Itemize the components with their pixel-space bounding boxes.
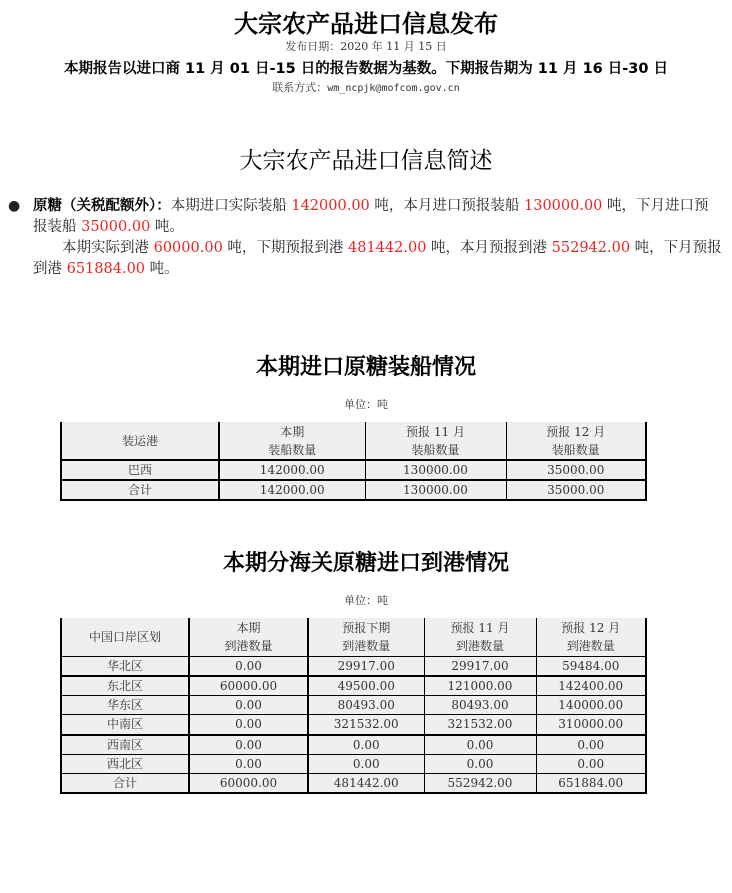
contact-label: 联系方式：	[272, 81, 328, 94]
value-cell: 0.00	[536, 735, 646, 755]
region-cell: 中南区	[61, 715, 189, 735]
table-row	[61, 656, 646, 676]
value-cell: 0.00	[189, 754, 308, 773]
bullet-icon: ●	[8, 198, 21, 214]
region-cell: 华东区	[61, 696, 189, 715]
value-cell: 552942.00	[424, 773, 536, 793]
value-arrived-current: 60000.00	[153, 240, 223, 256]
table-header-row	[61, 422, 646, 460]
value-cell: 140000.00	[536, 696, 646, 715]
region-cell: 合计	[61, 773, 189, 793]
value-cell: 481442.00	[308, 773, 424, 793]
shipment-table	[60, 422, 647, 501]
shipment-table-title: 本期进口原糖装船情况	[255, 355, 476, 380]
column-header: 预报 11 月 装船数量	[365, 422, 506, 460]
value-cell: 130000.00	[365, 460, 506, 480]
column-header: 预报 12 月 装船数量	[506, 422, 646, 460]
value-cell: 29917.00	[308, 656, 424, 676]
value-cell: 59484.00	[536, 656, 646, 676]
column-header: 中国口岸区划	[61, 618, 189, 656]
value-cell: 0.00	[189, 715, 308, 735]
value-cell: 142000.00	[219, 480, 365, 500]
region-cell: 华北区	[61, 656, 189, 676]
value-cell: 651884.00	[536, 773, 646, 793]
value-cell: 0.00	[424, 735, 536, 755]
table-row	[61, 696, 646, 715]
column-header: 本期 装船数量	[219, 422, 365, 460]
region-cell: 东北区	[61, 676, 189, 696]
value-cell: 0.00	[189, 735, 308, 755]
table-row-total	[61, 480, 646, 500]
page-title: 大宗农产品进口信息发布	[234, 10, 498, 38]
value-cell: 321532.00	[424, 715, 536, 735]
arrival-table	[60, 618, 647, 794]
region-cell: 西南区	[61, 735, 189, 755]
value-cell: 321532.00	[308, 715, 424, 735]
contact-email-link[interactable]: wm_ncpjk@mofcom.gov.cn	[327, 83, 460, 94]
value-cell: 130000.00	[365, 480, 506, 500]
value-cell: 0.00	[189, 656, 308, 676]
value-cell: 35000.00	[506, 480, 646, 500]
value-cell: 310000.00	[536, 715, 646, 735]
table-row-total	[61, 773, 646, 793]
value-cell: 0.00	[308, 735, 424, 755]
value-shipped-next-month: 35000.00	[81, 219, 151, 235]
value-cell: 60000.00	[189, 676, 308, 696]
publish-date-label: 发布日期：	[285, 40, 341, 53]
column-header: 预报 11 月 到港数量	[424, 618, 536, 656]
value-arrival-next-period: 481442.00	[348, 240, 427, 256]
column-header: 预报 12 月 到港数量	[536, 618, 646, 656]
value-cell: 35000.00	[506, 460, 646, 480]
summary-text: 吨，下月进口预报装船	[33, 198, 709, 235]
value-shipped-current: 142000.00	[291, 198, 370, 214]
port-cell: 合计	[61, 480, 219, 500]
period-notice: 本期报告以进口商 11 月 01 日-15 日的报告数据为基数。下期报告期为 11 月 16 日-30 日	[63, 61, 669, 77]
value-shipped-this-month: 130000.00	[524, 198, 603, 214]
value-cell: 80493.00	[308, 696, 424, 715]
value-cell: 49500.00	[308, 676, 424, 696]
value-cell: 60000.00	[189, 773, 308, 793]
shipment-table-unit: 单位：吨	[344, 398, 388, 411]
column-header: 装运港	[61, 422, 219, 460]
value-cell: 80493.00	[424, 696, 536, 715]
value-arrival-this-month: 552942.00	[551, 240, 631, 256]
arrival-table-title: 本期分海关原糖进口到港情况	[222, 551, 509, 576]
value-cell: 142400.00	[536, 676, 646, 696]
summary-text: 吨。	[150, 219, 184, 235]
value-cell: 121000.00	[424, 676, 536, 696]
table-row	[61, 754, 646, 773]
value-cell: 0.00	[189, 696, 308, 715]
column-header: 预报下期 到港数量	[308, 618, 424, 656]
summary-text: 本期进口实际装船	[170, 198, 292, 214]
column-header: 本期 到港数量	[189, 618, 308, 656]
arrival-table-unit: 单位：吨	[344, 594, 388, 607]
table-row	[61, 676, 646, 696]
summary-text: 吨，下月预报到港	[33, 240, 722, 277]
value-cell: 0.00	[536, 754, 646, 773]
publish-date-value: 2020 年 11 月 15 日	[340, 40, 447, 53]
value-arrival-next-month: 651884.00	[66, 261, 146, 277]
summary-text: 吨。	[145, 261, 179, 277]
summary-title: 大宗农产品进口信息简述	[239, 148, 493, 174]
value-cell: 0.00	[308, 754, 424, 773]
summary-text: 吨，下期预报到港	[222, 240, 349, 256]
contact-info	[0, 79, 732, 95]
value-cell: 142000.00	[219, 460, 365, 480]
table-row	[61, 460, 646, 480]
product-name: 原糖（关税配额外）：	[33, 198, 171, 214]
table-row	[61, 735, 646, 755]
publish-date	[0, 38, 732, 54]
table-row	[61, 715, 646, 735]
summary-text: 本期实际到港	[62, 240, 154, 256]
value-cell: 29917.00	[424, 656, 536, 676]
summary-text: 吨，本月进口预报装船	[369, 198, 524, 214]
port-cell: 巴西	[61, 460, 219, 480]
summary-item-raw-sugar	[33, 196, 723, 280]
value-cell: 0.00	[424, 754, 536, 773]
summary-text: 吨，本月预报到港	[426, 240, 552, 256]
table-header-row	[61, 618, 646, 656]
region-cell: 西北区	[61, 754, 189, 773]
